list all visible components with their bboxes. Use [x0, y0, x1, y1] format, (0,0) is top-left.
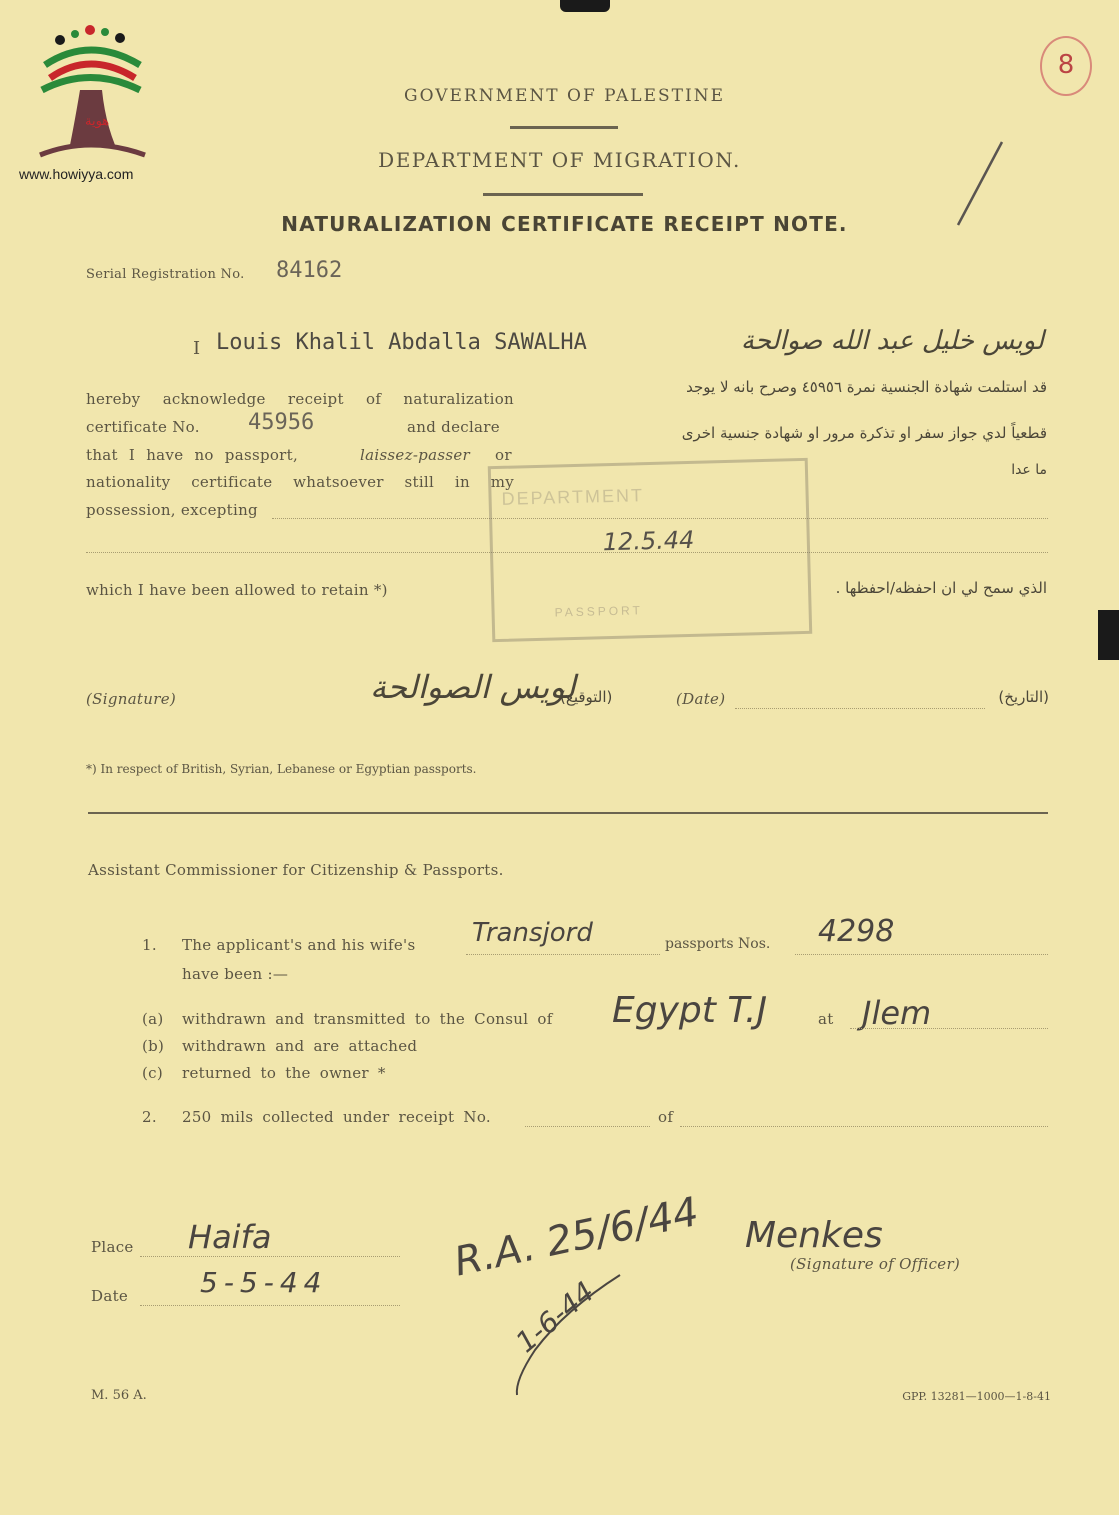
certificate-number: 45956 — [248, 410, 315, 435]
ra-date: 1-6-44 — [509, 1275, 601, 1360]
ra-stroke — [505, 1270, 625, 1404]
declaration-ar-line-2: قطعياً لدي جواز سفر او تذكرة مرور او شهادة جنسية اخرى — [681, 424, 1047, 442]
item-1-number: 1. — [142, 936, 157, 954]
item-1-text-b: passports Nos. — [665, 936, 771, 952]
logo-url: www.howiyya.com — [19, 166, 134, 182]
item-2-of: of — [658, 1108, 674, 1126]
declaration-line-3a: that I have no passport, — [86, 446, 299, 464]
option-a-line — [850, 1028, 1048, 1029]
section-divider — [88, 812, 1048, 814]
option-a-at: at — [818, 1010, 834, 1028]
footnote: *) In respect of British, Syrian, Lebanese or Egyptian passports. — [86, 762, 477, 776]
place-value: Haifa — [188, 1218, 272, 1256]
serial-number: 84162 — [276, 258, 343, 283]
serial-label: Serial Registration No. — [86, 267, 245, 282]
declaration-line-2b: and declare — [407, 418, 500, 436]
passport-stamp — [488, 458, 812, 642]
stamp-line-1: DEPARTMENT — [501, 485, 645, 509]
item-1-text-a: The applicant's and his wife's — [182, 936, 416, 954]
government-heading: GOVERNMENT OF PALESTINE — [404, 86, 725, 106]
item-1-line-a — [466, 954, 660, 955]
option-b-label: (b) — [142, 1037, 165, 1055]
item-2-number: 2. — [142, 1108, 157, 1126]
commissioner-heading: Assistant Commissioner for Citizenship & Passports. — [88, 861, 504, 879]
retain-text-ar: الذي سمح لي ان احفظه/احفظها . — [835, 579, 1047, 597]
declaration-ar-line-1: قد استلمت شهادة الجنسية نمرة ٤٥٩٥٦ وصرح بانه لا يوجد — [686, 378, 1047, 396]
date-label: (Date) — [676, 690, 726, 708]
item-2-line-a — [525, 1126, 650, 1127]
signature-label-ar: (التوقيع) — [560, 688, 613, 706]
header-rule-2 — [483, 193, 643, 196]
header-rule-1 — [510, 126, 618, 129]
option-a-text: withdrawn and transmitted to the Consul of — [182, 1010, 553, 1028]
date-label-ar: (التاريخ) — [998, 688, 1049, 706]
right-edge-mark — [1098, 610, 1119, 660]
stamp-date: 12.5.44 — [602, 525, 695, 557]
place-label: Place — [91, 1238, 134, 1256]
declaration-ar-line-3: ما عدا — [1011, 462, 1047, 478]
date-line — [735, 708, 985, 709]
department-heading: DEPARTMENT OF MIGRATION. — [378, 148, 741, 172]
declaration-line-5: possession, excepting — [86, 501, 258, 519]
option-c-text: returned to the owner * — [182, 1064, 386, 1082]
applicant-signature: لويس الصوالحة — [370, 668, 576, 706]
item-2-line-b — [680, 1126, 1048, 1127]
date-line-bottom — [140, 1305, 400, 1306]
page-number: 8 — [1057, 50, 1075, 80]
svg-text:هوية: هوية — [85, 114, 110, 129]
applicant-name-en: Louis Khalil Abdalla SAWALHA — [216, 330, 587, 355]
printer-code: GPP. 13281—1000—1-8-41 — [902, 1390, 1051, 1403]
document-title: NATURALIZATION CERTIFICATE RECEIPT NOTE. — [281, 212, 848, 236]
date-label-bottom: Date — [91, 1287, 129, 1305]
stamp-line-2: PASSPORT — [554, 603, 644, 620]
officer-signature-label: (Signature of Officer) — [790, 1255, 961, 1273]
item-1-text-c: have been :— — [182, 965, 289, 983]
option-c-label: (c) — [142, 1064, 164, 1082]
form-code: M. 56 A. — [91, 1388, 147, 1403]
item-1-nationality: Transjord — [472, 918, 593, 948]
officer-signature: Menkes — [745, 1215, 883, 1256]
option-a-place: Jlem — [862, 994, 932, 1032]
option-a-consul: Egypt T.J — [612, 990, 768, 1031]
option-a-label: (a) — [142, 1010, 164, 1028]
ra-note: R.A. 25/6/44 — [450, 1188, 703, 1286]
declaration-line-3-italic: laissez-passer — [360, 446, 470, 464]
date-value: 5-5-44 — [200, 1266, 328, 1299]
declaration-line-4: nationality certificate whatsoever still in my — [86, 473, 514, 491]
declaration-line-1: hereby acknowledge receipt of naturalization — [86, 390, 514, 408]
item-1-line-b — [795, 954, 1048, 955]
option-b-text: withdrawn and are attached — [182, 1037, 418, 1055]
place-line — [140, 1256, 400, 1257]
top-edge-mark — [560, 0, 610, 12]
item-2-text: 250 mils collected under receipt No. — [182, 1108, 491, 1126]
declaration-line-3b: or — [495, 446, 512, 464]
item-1-passport-nos: 4298 — [818, 914, 895, 949]
applicant-prefix: I — [193, 338, 201, 359]
declaration-line-2a: certificate No. — [86, 418, 200, 436]
retain-text-en: which I have been allowed to retain *) — [86, 581, 388, 599]
signature-label: (Signature) — [86, 690, 177, 708]
applicant-name-ar: لويس خليل عبد الله صوالحة — [740, 326, 1044, 356]
